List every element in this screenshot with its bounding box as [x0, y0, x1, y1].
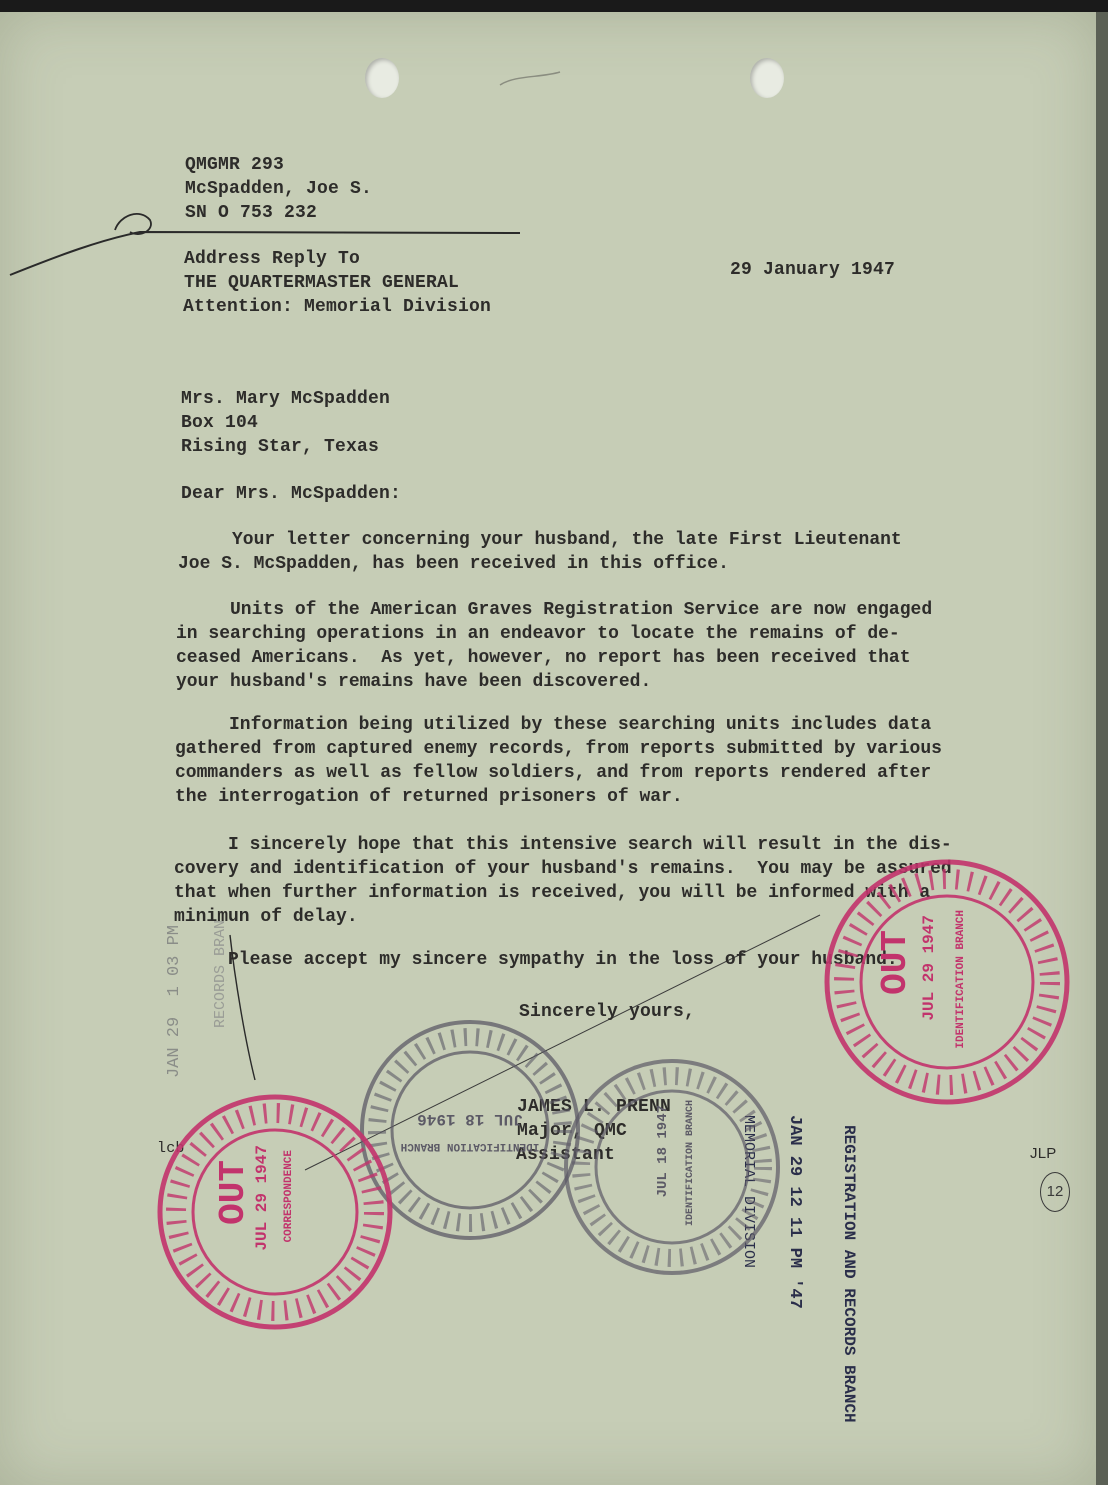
red-right-label: IDENTIFICATION BRANCH: [955, 910, 967, 1049]
letter-date: 29 January 1947: [730, 260, 896, 280]
registration-stamp: REGISTRATION AND RECORDS BRANCH: [840, 1125, 858, 1423]
paragraph-line: your husband's remains have been discovered.: [176, 672, 652, 692]
memorial-stamp-label: MEMORIAL DIVISION: [740, 1115, 757, 1269]
red-left-out: OUT: [213, 1160, 254, 1225]
gray-right-stamp: [560, 1055, 785, 1280]
left-vertical-label: RECORDS BRAN: [212, 920, 229, 1029]
signature-rank: Major, QMC: [517, 1121, 628, 1141]
paragraph-1: [178, 530, 902, 578]
paragraph-line: gathered from captured enemy records, from reports submitted by various: [175, 739, 942, 759]
paragraph-line: covery and identification of your husband's remains. You may be assured: [174, 859, 952, 879]
file-name: McSpadden, Joe S.: [185, 179, 373, 199]
paragraph-line: Joe S. McSpadden, has been received in this office.: [178, 554, 729, 574]
stamp-ring: [560, 1055, 785, 1280]
red-left-label: CORRESPONDENCE: [283, 1150, 295, 1243]
typist-initials: lcb: [157, 1140, 185, 1157]
recipient-box: Box 104: [181, 413, 259, 433]
file-serial: SN O 753 232: [185, 203, 318, 223]
reply-line-3: Attention: Memorial Division: [183, 297, 492, 317]
stamp-ring: [820, 855, 1075, 1110]
reviewer-initials: JLP: [1030, 1145, 1057, 1162]
file-code: QMGMR 293: [185, 155, 285, 175]
signature-name: JAMES L. PRENN: [517, 1097, 672, 1117]
paragraph-line: commanders as well as fellow soldiers, and from reports rendered after: [175, 763, 932, 783]
paragraph-line: that when further information is received, you will be informed with a: [174, 883, 931, 903]
paragraph-line: the interrogation of returned prisoners of war.: [175, 787, 683, 807]
closing: Sincerely yours,: [519, 1002, 696, 1022]
red-right-out: OUT: [875, 930, 916, 995]
red-right-date: JUL 29 1947: [920, 915, 938, 1021]
red-left-stamp: [153, 1090, 398, 1335]
paragraph-line: Units of the American Graves Registration Service are now engaged: [176, 600, 933, 620]
paragraph-line: minimun of delay.: [174, 907, 358, 927]
page-mark: 12: [1040, 1172, 1070, 1212]
red-right-stamp: [820, 855, 1075, 1110]
paragraph-5: [174, 950, 898, 974]
paragraph-line: ceased Americans. As yet, however, no report has been received that: [176, 648, 911, 668]
paragraph-line: Information being utilized by these searching units includes data: [175, 715, 932, 735]
salutation: Dear Mrs. McSpadden:: [181, 484, 402, 504]
gray-right-date: JUL 18 1947: [655, 1105, 671, 1198]
paragraph-line: Please accept my sincere sympathy in the loss of your husband.: [174, 950, 898, 970]
gray-center-date: JUL 18 1946: [417, 1110, 523, 1128]
recipient-city: Rising Star, Texas: [181, 437, 380, 457]
recipient-name: Mrs. Mary McSpadden: [181, 389, 391, 409]
stamp-ring: [153, 1090, 398, 1335]
paragraph-3: [175, 715, 942, 811]
reply-line-1: Address Reply To: [184, 249, 361, 269]
paragraph-line: Your letter concerning your husband, the late First Lieutenant: [178, 530, 902, 550]
signature-title: Assistant: [516, 1145, 616, 1165]
paragraph-2: [176, 600, 932, 696]
left-vertical-stamp: JAN 29 1 03 PM: [165, 925, 184, 1079]
memorial-stamp-date: JAN 29 12 11 PM '47: [785, 1115, 804, 1309]
gray-center-label: IDENTIFICATION BRANCH: [400, 1140, 540, 1152]
red-left-date: JUL 29 1947: [253, 1145, 271, 1251]
reply-line-2: THE QUARTERMASTER GENERAL: [184, 273, 460, 293]
paragraph-line: I sincerely hope that this intensive search will result in the dis-: [174, 835, 952, 855]
gray-right-label: IDENTIFICATION BRANCH: [685, 1100, 696, 1227]
paragraph-line: in searching operations in an endeavor to locate the remains of de-: [176, 624, 900, 644]
